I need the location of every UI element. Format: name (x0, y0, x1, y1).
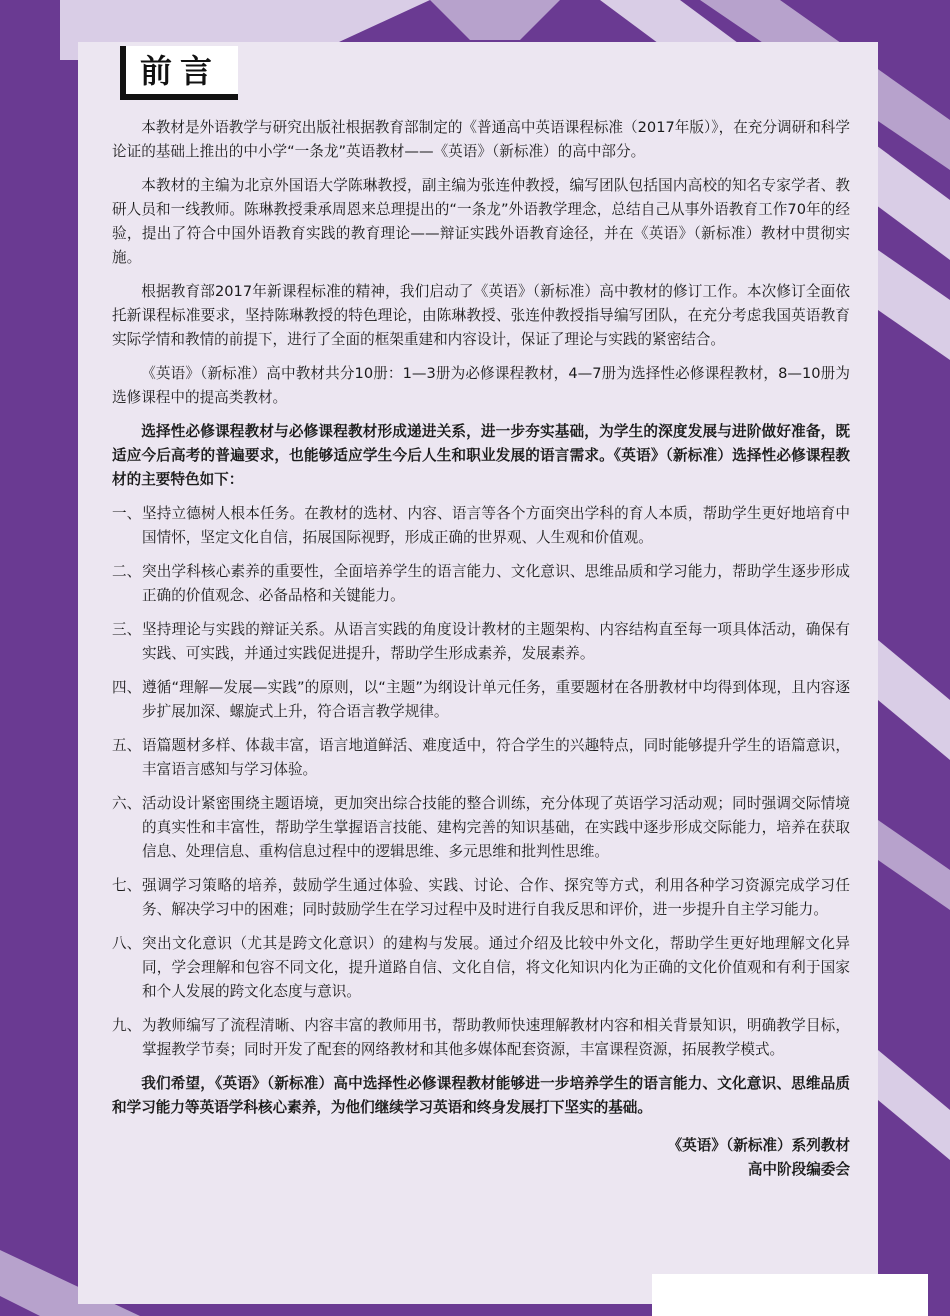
list-item-number: 七、 (112, 877, 142, 894)
list-item-text: 语篇题材多样、体裁丰富，语言地道鲜活、难度适中，符合学生的兴趣特点，同时能够提升学生的语篇意识，丰富语言感知与学习体验。 (142, 737, 850, 778)
list-item-number: 八、 (112, 935, 142, 952)
signature-line-1: 《英语》（新标准）系列教材 (667, 1137, 850, 1154)
list-item (112, 874, 850, 922)
list-item (112, 792, 850, 864)
closing-paragraph: 我们希望，《英语》（新标准）高中选择性必修课程教材能够进一步培养学生的语言能力、文化意识、思维品质和学习能力等英语学科核心素养，为他们继续学习英语和终身发展打下坚实的基础。 (112, 1075, 850, 1116)
paragraph-2: 本教材的主编为北京外国语大学陈琳教授，副主编为张连仲教授，编写团队包括国内高校的知名专家学者、教研人员和一线教师。陈琳教授秉承周恩来总理提出的“一条龙”外语教学理念，总结自己从事外语教育工作70年的经验，提出了符合中国外语教育实践的教育理论——辩证实践外语教育途径，并在《英语》（新标准）教材中贯彻实施。 (112, 177, 850, 266)
list-item-number: 二、 (112, 563, 142, 580)
paragraph-1: 本教材是外语教学与研究出版社根据教育部制定的《普通高中英语课程标准（2017年版）》，在充分调研和科学论证的基础上推出的中小学“一条龙”英语教材——《英语》（新标准）的高中部分。 (112, 119, 850, 160)
list-item-text: 遵循“理解—发展—实践”的原则，以“主题”为纲设计单元任务，重要题材在各册教材中均得到体现，且内容逐步扩展加深、螺旋式上升，符合语言教学规律。 (142, 679, 850, 720)
list-item-number: 一、 (112, 505, 142, 522)
list-item-text: 强调学习策略的培养，鼓励学生通过体验、实践、讨论、合作、探究等方式，利用各种学习资源完成学习任务、解决学习中的困难；同时鼓励学生在学习过程中及时进行自我反思和评价，进一步提升自主学习能力。 (142, 877, 850, 918)
page-title: 前言 (140, 52, 221, 90)
paragraph-4: 《英语》（新标准）高中教材共分10册：1—3册为必修课程教材，4—7册为选择性必修课程教材，8—10册为选修课程中的提高类教材。 (112, 365, 850, 406)
list-item-number: 四、 (112, 679, 142, 696)
preface-content (112, 116, 850, 1182)
blank-corner-box (652, 1274, 928, 1316)
list-item-number: 三、 (112, 621, 142, 638)
list-item (112, 618, 850, 666)
list-item (112, 560, 850, 608)
paragraph-3: 根据教育部2017年新课程标准的精神，我们启动了《英语》（新标准）高中教材的修订工作。本次修订全面依托新课程标准要求，坚持陈琳教授的特色理论，由陈琳教授、张连仲教授指导编写团队，在充分考虑我国英语教育实际学情和教情的前提下，进行了全面的框架重建和内容设计，保证了理论与实践的紧密结合。 (112, 283, 850, 348)
list-item (112, 932, 850, 1004)
list-item (112, 734, 850, 782)
list-item (112, 676, 850, 724)
list-item (112, 502, 850, 550)
paragraph-5: 选择性必修课程教材与必修课程教材形成递进关系，进一步夯实基础，为学生的深度发展与进阶做好准备，既适应今后高考的普遍要求，也能够适应学生今后人生和职业发展的语言需求。《英语》（新标准）选择性必修课程教材的主要特色如下： (112, 423, 850, 488)
list-item-text: 活动设计紧密围绕主题语境，更加突出综合技能的整合训练，充分体现了英语学习活动观；同时强调交际情境的真实性和丰富性，帮助学生掌握语言技能、建构完善的知识基础，在实践中逐步形成交际能力，培养在获取信息、处理信息、重构信息过程中的逻辑思维、多元思维和批判性思维。 (142, 795, 850, 860)
list-item-text: 为教师编写了流程清晰、内容丰富的教师用书，帮助教师快速理解教材内容和相关背景知识，明确教学目标，掌握教学节奏；同时开发了配套的网络教材和其他多媒体配套资源，丰富课程资源，拓展教学模式。 (142, 1017, 850, 1058)
list-item-number: 九、 (112, 1017, 142, 1034)
list-item-number: 六、 (112, 795, 142, 812)
list-item-text: 突出文化意识（尤其是跨文化意识）的建构与发展。通过介绍及比较中外文化，帮助学生更好地理解文化异同，学会理解和包容不同文化，提升道路自信、文化自信，将文化知识内化为正确的文化价值观和有利于国家和个人发展的跨文化态度与意识。 (142, 935, 850, 1000)
list-item (112, 1014, 850, 1062)
signature (112, 1134, 850, 1182)
list-item-text: 坚持立德树人根本任务。在教材的选材、内容、语言等各个方面突出学科的育人本质，帮助学生更好地培育中国情怀，坚定文化自信，拓展国际视野，形成正确的世界观、人生观和价值观。 (142, 505, 850, 546)
list-item-text: 坚持理论与实践的辩证关系。从语言实践的角度设计教材的主题架构、内容结构直至每一项具体活动，确保有实践、可实践，并通过实践促进提升，帮助学生形成素养，发展素养。 (142, 621, 850, 662)
signature-line-2: 高中阶段编委会 (747, 1161, 850, 1178)
list-item-number: 五、 (112, 737, 142, 754)
list-item-text: 突出学科核心素养的重要性，全面培养学生的语言能力、文化意识、思维品质和学习能力，帮助学生逐步形成正确的价值观念、必备品格和关键能力。 (142, 563, 850, 604)
